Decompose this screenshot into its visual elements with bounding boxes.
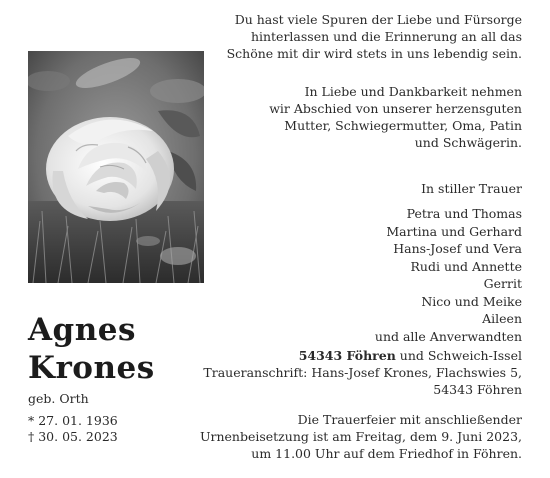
family-member: Aileen: [482, 311, 522, 326]
family-member: Hans-Josef und Vera: [393, 241, 522, 256]
family-member: Martina und Gerhard: [386, 223, 522, 239]
town-rest: und Schweich-Issel: [395, 348, 522, 363]
deceased-first-name: Agnes: [28, 312, 136, 348]
farewell-line: In Liebe und Dankbarkeit nehmen: [304, 84, 522, 99]
rose-photo: [28, 51, 204, 283]
family-member: Gerrit: [483, 276, 522, 291]
intro-line: hinterlassen und die Erinnerung an all das: [250, 29, 522, 44]
address-line-2: Traueranschrift: Hans-Josef Krones, Flachswies 5,: [203, 365, 522, 380]
farewell-text: [269, 83, 522, 151]
address-line-1: [203, 347, 522, 364]
farewell-line: wir Abschied von unserer herzensguten: [269, 101, 522, 116]
funeral-info: [200, 411, 522, 462]
funeral-line: Urnenbeisetzung ist am Freitag, dem 9. Juni 2023,: [199, 429, 522, 444]
deceased-last-name: Krones: [28, 350, 155, 386]
birth-date: * 27. 01. 1936: [28, 413, 118, 428]
mourning-address: [203, 347, 522, 398]
family-member: Rudi und Annette: [410, 258, 522, 274]
family-member: und alle Anverwandten: [374, 328, 522, 344]
intro-line: Schöne mit dir wird stets in uns lebendig sein.: [226, 46, 522, 61]
in-mourning-heading: [421, 180, 522, 197]
farewell-line: und Schwägerin.: [414, 135, 522, 150]
farewell-line: Mutter, Schwiegermutter, Oma, Patin: [284, 118, 522, 133]
funeral-line: um 11.00 Uhr auf dem Friedhof in Föhren.: [251, 446, 522, 461]
town-bold: 54343 Föhren: [298, 348, 396, 363]
maiden-name: geb. Orth: [28, 391, 89, 406]
death-date: † 30. 05. 2023: [28, 429, 118, 444]
intro-line: Du hast viele Spuren der Liebe und Fürsorge: [234, 12, 522, 27]
family-list: [375, 205, 522, 345]
family-member: Petra und Thomas: [406, 206, 522, 221]
family-member: Nico und Meike: [421, 293, 522, 309]
address-line-3: 54343 Föhren: [433, 382, 522, 397]
intro-verse: [227, 11, 522, 62]
funeral-line: Die Trauerfeier mit anschließender: [297, 412, 522, 427]
in-mourning-text: In stiller Trauer: [421, 181, 522, 196]
